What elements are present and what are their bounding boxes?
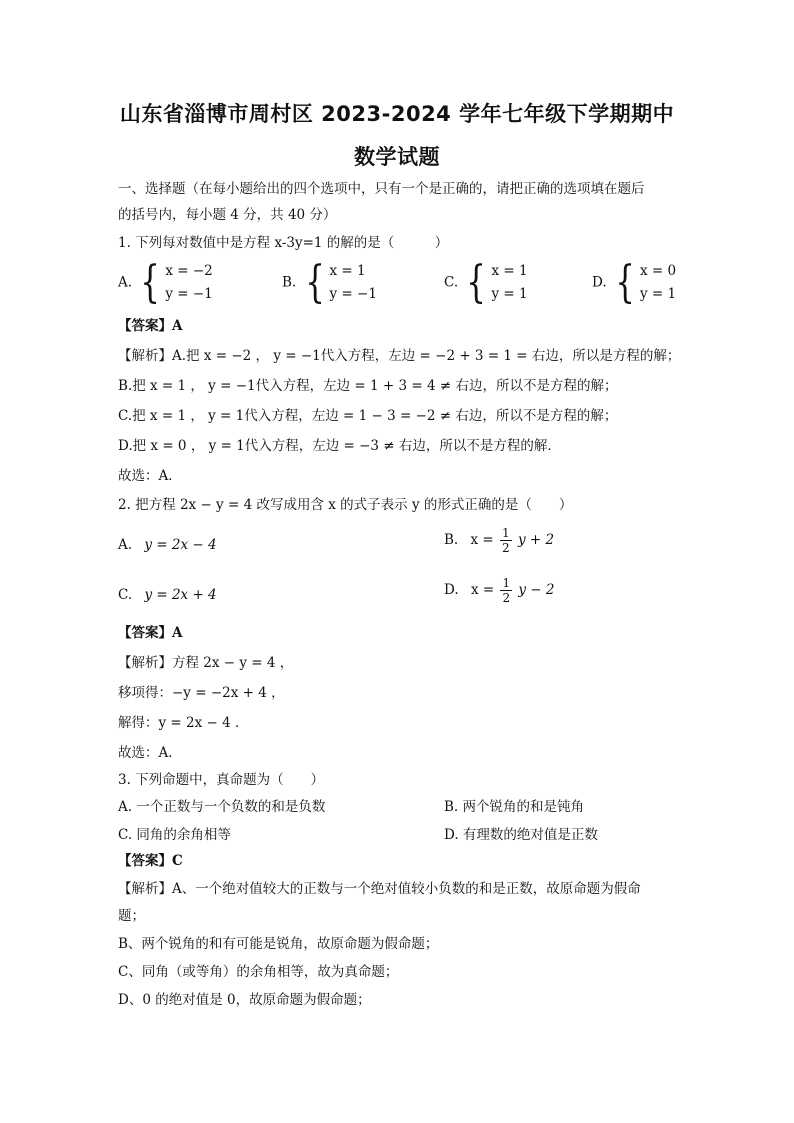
option-label: C. [444,274,459,291]
system-row: y = −1 [329,286,377,302]
formula-left: x = [470,582,495,598]
fraction-numerator: 1 [502,576,511,590]
q3-analysis-line: 【解析】A、一个绝对值较大的正数与一个绝对值较小负数的和是正数，故原命题为假命 [118,881,641,897]
q2-analysis-line: 解得：y = 2x − 4 ． [118,715,249,731]
option-label: A. [118,537,133,553]
equation-system [611,257,677,308]
fraction-denominator: 2 [502,591,511,605]
q1-option-a [118,257,213,308]
q2-analysis-line: 移项得：−y = −2x + 4 ， [118,685,285,701]
page-subtitle: 数学试题 [354,145,440,169]
option-label: B. [282,274,297,291]
q3-option-b: B. 两个锐角的和是钝角 [444,799,585,815]
option-formula: y = 2x − 4 [144,537,217,553]
option-formula: y = 2x + 4 [144,587,217,603]
brace-icon: { [615,257,635,308]
q3-analysis-line: B、两个锐角的和有可能是锐角，故原命题为假命题； [118,936,439,952]
q1-option-d [592,257,677,308]
equation-system [462,257,528,308]
q1-option-c [444,257,528,308]
q2-option-b [444,526,554,555]
q1-analysis-line: C.把 x = 1 ， y = 1代入方程，左边 = 1 − 3 = −2 ≠ 右边，所以不是方程的解； [118,408,618,424]
q2-analysis-line: 故选：A． [118,745,182,761]
q2-answer: 【答案】A [118,625,183,641]
option-label: D. [592,274,607,291]
q3-option-c: C. 同角的余角相等 [118,827,231,843]
fraction [500,576,512,605]
q3-answer: 【答案】C [118,853,183,869]
formula-right: y − 2 [518,582,555,598]
system-row: x = 1 [491,263,528,279]
q3-analysis-line: 题； [118,908,145,924]
option-label: A. [118,274,133,291]
section-instructions-line1: 一、选择题（在每小题给出的四个选项中，只有一个是正确的，请把正确的选项填在题后 [118,181,645,197]
formula-right: y + 2 [517,532,555,548]
q2-option-c [118,587,217,603]
formula-left: x = [470,532,494,548]
q3-analysis-line: D、0 的绝对值是 0，故原命题为假命题； [118,992,371,1008]
q2-option-d [444,576,555,605]
equation-system [136,257,213,308]
q1-analysis-line: 【解析】A.把 x = −2 ， y = −1代入方程，左边 = −2 + 3 = 1 = 右边，所以是方程的解； [118,348,681,364]
q1-analysis-line: D.把 x = 0 ， y = 1代入方程，左边 = −3 ≠ 右边，所以不是方程的解． [118,438,561,454]
brace-icon: { [304,257,325,308]
system-row: x = 1 [329,263,366,279]
q2-analysis-line: 【解析】方程 2x − y = 4 ， [118,655,294,671]
q2-stem: 2. 把方程 2x − y = 4 改写成用含 x 的式子表示 y 的形式正确的是（ ） [118,497,573,513]
q2-option-a [118,537,217,553]
option-label: B. [444,532,459,548]
q1-answer: 【答案】A [118,318,183,334]
q3-option-d: D. 有理数的绝对值是正数 [444,827,598,843]
system-row: x = −2 [165,263,213,279]
system-row: y = 1 [639,286,677,302]
q3-stem: 3. 下列命题中，真命题为（ ） [118,772,325,788]
q1-analysis-line: B.把 x = 1 ， y = −1代入方程，左边 = 1 + 3 = 4 ≠ 右边，所以不是方程的解； [118,378,618,394]
system-row: y = 1 [491,286,528,302]
option-label: D. [444,582,459,598]
brace-icon: { [466,257,487,308]
system-row: y = −1 [165,286,213,302]
fraction-denominator: 2 [502,541,510,555]
q1-stem: 1. 下列每对数值中是方程 x-3y=1 的解的是（ ） [118,235,449,251]
system-row: x = 0 [639,263,677,279]
fraction-numerator: 1 [502,526,510,540]
section-instructions-line2: 的括号内，每小题 4 分，共 40 分） [118,207,337,223]
page-title: 山东省淄博市周村区 2023-2024 学年七年级下学期期中 [119,102,675,126]
option-label: C. [118,587,133,603]
equation-system [301,257,377,308]
q1-analysis-line: 故选：A． [118,468,182,484]
q3-analysis-line: C、同角（或等角）的余角相等，故为真命题； [118,964,399,980]
q1-option-b [282,257,377,308]
brace-icon: { [140,257,161,308]
q3-option-a: A. 一个正数与一个负数的和是负数 [118,799,326,815]
fraction [500,526,512,555]
